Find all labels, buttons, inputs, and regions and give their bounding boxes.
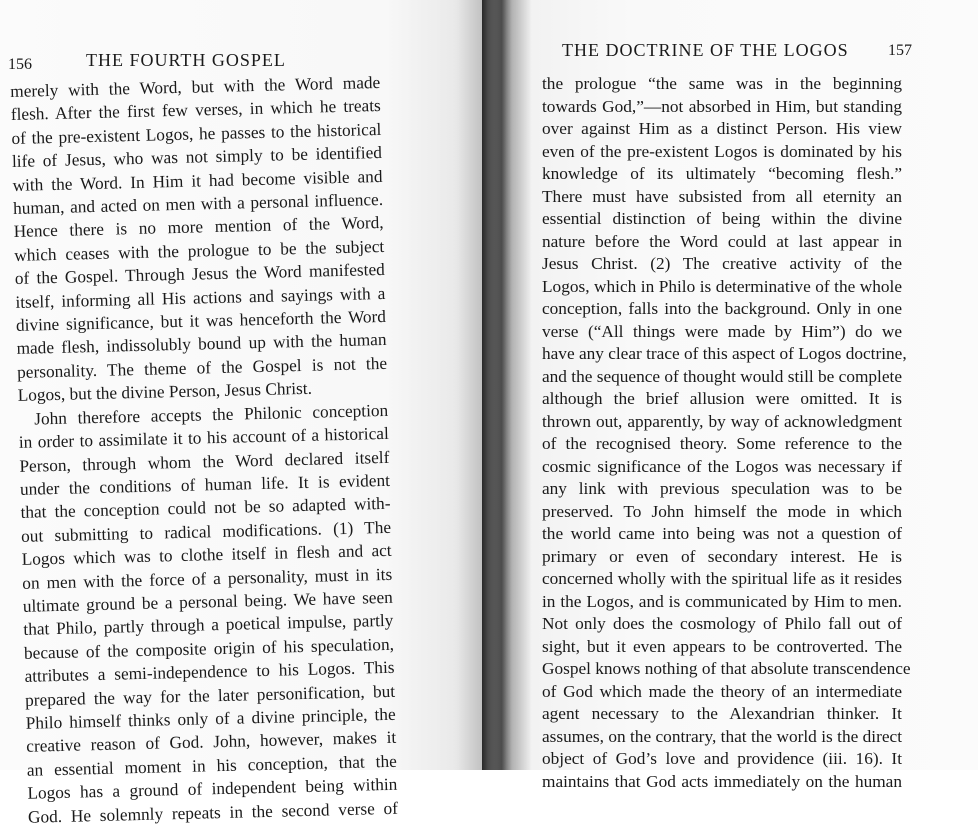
left-running-head: THE FOURTH GOSPEL (86, 50, 286, 70)
text-line: and the sequence of thought would still be complete (542, 366, 902, 386)
left-page-body (10, 71, 398, 829)
text-line: on men with the force of a personality, must in its (22, 564, 393, 593)
text-line: divine significance, but it was henceforth the Word (15, 306, 387, 335)
text-line: the prologue “the same was in the beginning (542, 74, 902, 93)
left-page (0, 0, 482, 827)
text-line: Jesus Christ. (2) The creative activity of the (542, 254, 902, 273)
right-running-head: THE DOCTRINE OF THE LOGOS (562, 40, 849, 60)
text-line: an essential moment in his conception, that the (26, 751, 397, 780)
text-line: sight, but it even appears to be controverted. The (542, 636, 902, 656)
text-line: that the conception could not be so adapted with- (20, 494, 391, 523)
text-line: knowledge of its ultimately “becoming flesh.” (542, 164, 902, 183)
text-line: object of God’s love and providence (iii. 16). It (542, 749, 902, 768)
text-line: nature before the Word could at last appear in (542, 231, 902, 251)
text-line: under the conditions of human life. It is evident (19, 470, 391, 499)
text-line: maintains that God acts immediately on the human (542, 771, 902, 791)
text-line: ultimate ground be a personal being. We have seen (22, 587, 393, 616)
text-line: preserved. To John himself the mode in which (542, 501, 902, 521)
text-line: that Philo, partly through a poetical impulse, partly (23, 611, 394, 640)
text-line: creative reason of God. John, however, makes it (26, 728, 397, 757)
text-line: John therefore accepts the Philonic conception (34, 400, 389, 429)
right-page-body (542, 73, 911, 793)
text-line: assumes, on the contrary, that the world is the direct (542, 726, 902, 746)
text-line: attributes a semi-independence to his Logos. This (24, 657, 395, 686)
text-line: thrown out, apparently, by way of acknowledgment (542, 411, 902, 431)
text-line: Logos has a ground of independent being within (27, 774, 398, 803)
text-line: of God which made the theory of an intermediate (542, 681, 902, 701)
text-line: Person, through whom the Word declared itself (19, 447, 390, 476)
text-line: in order to assimilate it to his account of a historical (18, 423, 389, 452)
text-line: conception, falls into the background. Only in one (542, 299, 902, 318)
text-line: Gospel knows nothing of that absolute transcendence (542, 659, 911, 678)
left-page-number: 156 (8, 56, 32, 73)
text-line: Logos which was to clothe itself in flesh and act (21, 540, 392, 569)
text-line: flesh. After the first few verses, in which he treats (10, 96, 381, 125)
text-line: prepared the way for the later personification, but (24, 681, 396, 710)
text-line: concerned wholly with the spiritual life as it resides (542, 569, 902, 588)
text-line: any link with previous speculation was to be (542, 479, 902, 498)
text-line: of the pre-existent Logos, he passes to the historical (11, 119, 382, 148)
text-line: Hence there is no more mention of the Word, (13, 213, 384, 242)
text-line: personality. The theme of the Gospel is not the (16, 353, 388, 382)
text-line: Logos, which in Philo is determinative of the whole (542, 276, 902, 296)
right-page-number: 157 (888, 42, 912, 59)
text-line: agent necessary to the Alexandrian thinker. It (542, 704, 902, 723)
text-line: merely with the Word, but with the Word made (10, 72, 381, 101)
text-line: even of the pre-existent Logos is dominated by his (542, 141, 902, 161)
text-line: of the Gospel. Through Jesus the Word manifested (14, 260, 385, 289)
text-line: human, and acted on men with a personal influence. (12, 189, 384, 218)
text-line: made flesh, indissolubly bound up with the human (16, 330, 387, 359)
right-page (482, 0, 978, 791)
text-line: primary or even of secondary interest. He is (542, 546, 902, 566)
text-line: cosmic significance of the Logos was necessary if (542, 456, 902, 476)
text-line: There must have subsisted from all eternity an (542, 186, 902, 206)
text-line: of the recognised theory. Some reference to the (542, 434, 902, 453)
text-line: Logos, but the divine Person, Jesus Christ. (17, 379, 313, 406)
text-line: Philo himself thinks only of a divine principle, the (25, 704, 396, 733)
text-line: essential distinction of being within the divine (542, 209, 902, 228)
text-line: although the brief allusion were omitted. It is (542, 389, 902, 408)
text-line: verse (“All things were made by Him”) do we (542, 321, 902, 341)
text-line: the world came into being was not a question of (542, 524, 902, 543)
text-line: in the Logos, and is communicated by Him to men. (542, 591, 902, 611)
text-line: which ceases with the prologue to be the subject (14, 236, 385, 265)
text-line: over against Him as a distinct Person. His view (542, 119, 902, 138)
text-line: life of Jesus, who was not simply to be identified (11, 143, 383, 172)
text-line: Not only does the cosmology of Philo fall out of (542, 614, 902, 633)
text-line: with the Word. In Him it had become visible and (12, 166, 383, 195)
text-line: towards God,”—not absorbed in Him, but standing (542, 96, 902, 116)
text-line: because of the composite origin of his speculation, (23, 634, 395, 663)
text-line: out submitting to radical modifications. (1) The (20, 517, 392, 546)
text-line: itself, informing all His actions and sayings with a (15, 283, 386, 312)
text-line: have any clear trace of this aspect of Logos doctrine, (542, 344, 907, 363)
text-line: God. He solemnly repeats in the second verse of (27, 798, 399, 827)
